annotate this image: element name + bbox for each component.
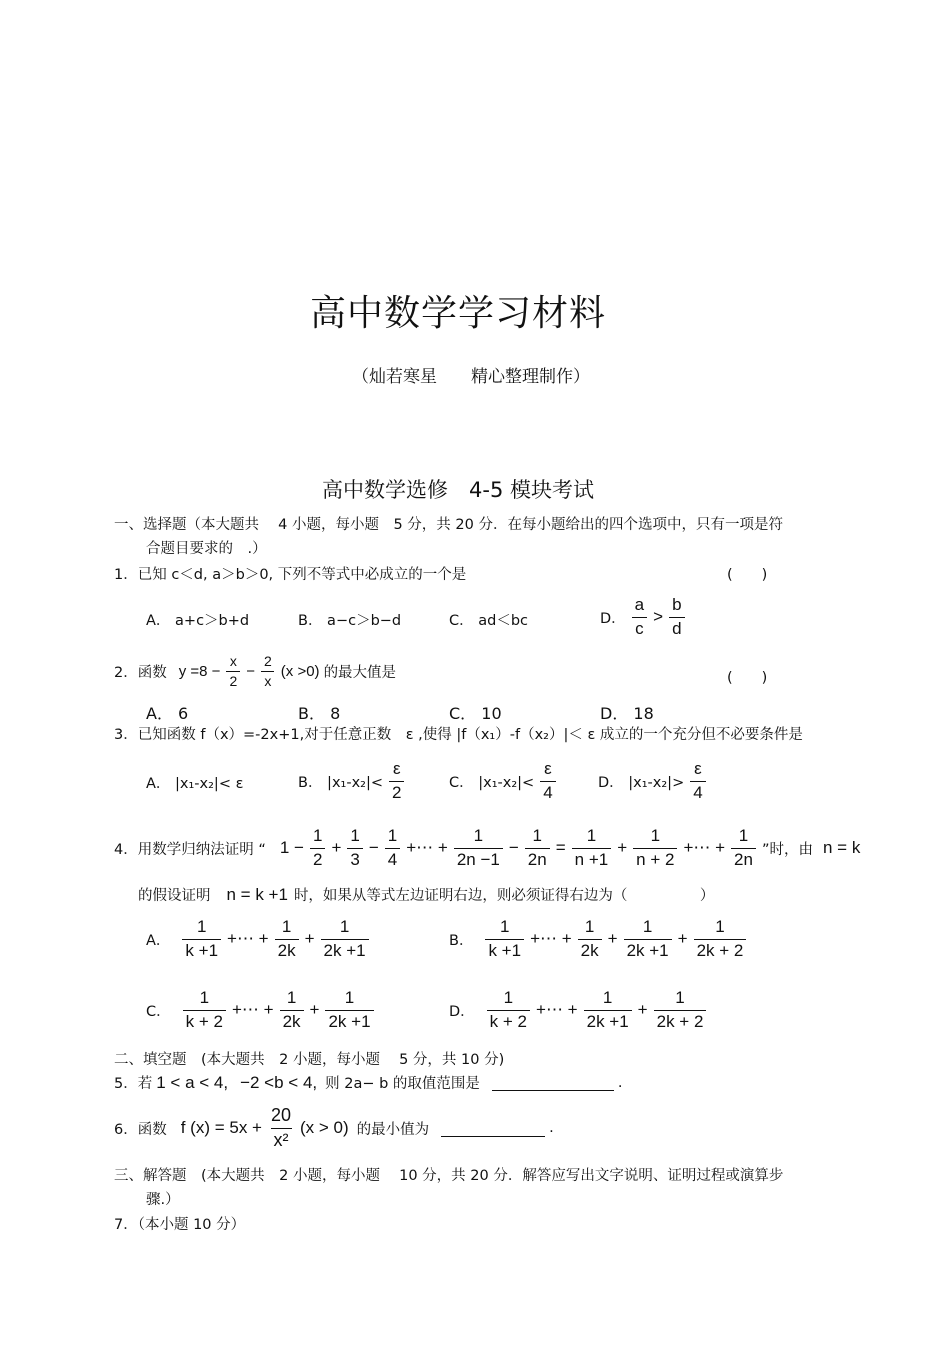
q3-b-num: ε [392,759,401,778]
q4-r1 [572,827,612,869]
q3-b-pre: B． |x₁-x₂|< [298,774,383,791]
q1-d-label: D． [600,610,626,627]
q4-plus: + [331,838,342,858]
q4-c-dots: +⋯ + [231,1000,274,1020]
q4-minus: − [368,838,379,858]
q4-t2 [347,827,362,869]
q4-a-plus: + [304,929,315,949]
q3-c-frac [540,760,555,802]
q4-t4-num: 1 [473,826,484,845]
q4-t3-num: 1 [387,826,398,845]
q6-answer-blank[interactable] [441,1120,545,1137]
q4-b-plus2: + [677,929,688,949]
q3-d-pre: D． |x₁-x₂|> [598,774,685,791]
q4-stem [114,827,860,869]
q4-a2-den: 2k [275,939,299,961]
q5 [114,1072,623,1093]
exam-title: 高中数学选修 4-5 模块考试 [322,478,594,502]
q6-pre: 6．函数 [114,1121,167,1138]
q2-option-a: A． 6 [146,704,189,723]
q4-a3-den: 2k +1 [321,939,369,961]
q2-stem [114,654,396,690]
q6-frac [268,1106,294,1151]
q4-c2-den: 2k [280,1010,304,1032]
q2-option-c: C． 10 [449,704,502,723]
q4-a2 [275,918,299,960]
q1-d-num1: a [634,595,645,614]
q4-b1 [485,918,524,960]
q4-b-plus1: + [607,929,618,949]
q4-dots2: +⋯ + [683,838,726,858]
q4-a2-num: 1 [281,917,292,936]
q6-tail: 的最小值为 [356,1121,430,1138]
q4-d1 [487,989,530,1031]
q4-dots: +⋯ + [406,838,448,858]
q4-r2-den: n + 2 [633,848,677,870]
q4-eq: = [555,838,566,858]
q2-tail: 的最大值是 [323,665,397,682]
q4-b1-den: k +1 [485,939,524,961]
section2-heading: 二、填空题 (本大题共 2 小题，每小题 5 分，共 10 分) [114,1052,505,1068]
q4-d3-num: 1 [675,988,685,1007]
q1-d-frac2 [669,596,684,638]
q4-b3-num: 1 [642,917,653,936]
q4-t3 [385,827,400,869]
q4-d2-num: 1 [602,988,613,1007]
q1-stem: 1．已知 c＜d, a＞b＞0, 下列不等式中必成立的一个是 [114,567,467,583]
q3-option-a: A． |x₁-x₂|< ε [146,776,244,792]
q4-d2-den: 2k +1 [584,1010,632,1032]
q4-a1-den: k +1 [182,939,221,961]
q4-a1 [182,918,221,960]
q2-frac1 [226,654,240,690]
q4-line2-pre: 的假设证明 [138,888,211,904]
q4-d3-den: 2k + 2 [654,1010,707,1032]
section3-heading: 三、解答题 (本大题共 2 小题，每小题 10 分，共 20 分．解答应写出文字说明、证明过程或演算步 [114,1168,784,1184]
q3-d-frac [690,760,705,802]
q4-r1-den: n +1 [572,848,612,870]
q4-d1-num: 1 [503,988,514,1007]
q5-tail: 则 2a− b 的取值范围是 [325,1076,480,1092]
q4-b2-den: 2k [578,939,602,961]
q2-f1-num: x [229,653,237,669]
q4-t3-den: 4 [385,848,400,870]
q3-option-c [449,760,558,802]
q4-t1-num: 1 [312,826,323,845]
q5-end: . [617,1074,623,1091]
q4-r1-num: 1 [586,826,597,845]
q4-a1-num: 1 [196,917,207,936]
q2-f1-den: 2 [226,671,240,689]
q4-r3-den: 2n [731,848,756,870]
q1-option-a: A． a+c＞b+d [146,613,250,629]
q4-d-plus: + [637,1000,648,1020]
q2-answer-paren: ( ) [727,670,768,686]
q4-b2-num: 1 [584,917,595,936]
q4-option-c [146,989,376,1031]
q1-d-num2: b [672,595,682,614]
q2-label: 2．函数 [114,665,167,682]
q1-d-den1: c [632,617,647,639]
q4-b-label: B． [449,932,474,949]
q4-end-quote: ”时，由 [761,841,813,858]
q4-c2-num: 1 [286,988,297,1007]
q4-d2 [584,989,632,1031]
q4-minus2: − [508,838,519,858]
q4-option-d [449,989,708,1031]
q4-c-plus: + [309,1000,320,1020]
q4-label: 4．用数学归纳法证明 “ [114,841,266,858]
q4-line2-tail: 时，如果从等式左边证明右边，则必须证得右边为（ ） [293,888,715,904]
q4-t4-den: 2n −1 [454,848,503,870]
q3-b-den: 2 [389,781,404,803]
q4-t4 [454,827,503,869]
q4-b3 [624,918,672,960]
q3-option-b [298,760,406,802]
q4-b-dots: +⋯ + [530,929,572,949]
q3-option-d [598,760,708,802]
q3-c-num: ε [544,759,552,778]
page-title: 高中数学学习材料 [310,293,607,334]
q7-heading: 7．（本小题 10 分） [114,1217,246,1233]
q5-m2: −2 <b < 4, [240,1072,318,1092]
q4-r3-num: 1 [738,826,749,845]
q3-c-den: 4 [540,781,555,803]
q4-b4 [694,918,747,960]
q4-c3-num: 1 [344,988,355,1007]
q4-plus2: + [617,838,628,858]
q6-m2: (x > 0) [300,1118,349,1138]
q4-d-label: D． [449,1003,475,1020]
q4-a-dots: +⋯ + [227,929,269,949]
q4-d1-den: k + 2 [487,1010,530,1032]
q4-t5-num: 1 [532,826,542,845]
q5-m1: 1 < a < 4, [156,1072,229,1092]
q4-b4-den: 2k + 2 [694,939,747,961]
q6 [114,1106,554,1151]
q4-b2 [578,918,602,960]
section1-heading: 一、选择题（本大题共 4 小题，每小题 5 分，共 20 分．在每小题给出的四个选项中，只有一项是符 [114,517,783,533]
q2-option-d: D． 18 [600,704,654,723]
q1-answer-paren: ( ) [727,567,768,583]
q3-d-num: ε [694,759,702,778]
q1-d-frac1 [632,596,647,638]
q5-answer-blank[interactable] [492,1074,614,1091]
q4-d-dots: +⋯ + [536,1000,578,1020]
q3-d-den: 4 [690,781,705,803]
q4-c-label: C． [146,1003,171,1020]
q4-one-minus: 1 − [279,838,304,858]
q4-line2 [138,884,714,905]
q1-d-den2: d [669,617,684,639]
section3-heading-cont: 骤.） [146,1192,180,1208]
q4-c1-den: k + 2 [183,1010,226,1032]
q1-d-op: > [653,607,664,627]
q4-c2 [280,989,304,1031]
q4-b3-den: 2k +1 [624,939,672,961]
q4-a3 [321,918,369,960]
q4-b1-num: 1 [500,917,510,936]
q1-option-d [600,596,687,638]
q4-a-label: A． [146,932,171,949]
q4-option-b [449,918,748,960]
q3-c-pre: C． |x₁-x₂|< [449,774,535,791]
q4-r2 [633,827,677,869]
q4-option-a [146,918,371,960]
q4-n-eq-k1: n = k +1 [226,884,288,904]
section1-heading-cont: 合题目要求的 .） [146,541,267,557]
q6-den: x² [271,1128,292,1151]
q2-option-b: B． 8 [298,704,341,723]
q4-n-eq-k: n = k [822,838,861,858]
q4-t5-den: 2n [525,848,550,870]
q4-r2-num: 1 [650,826,661,845]
q1-option-b: B． a−c＞b−d [298,613,402,629]
q4-c1 [183,989,226,1031]
q4-c3 [325,989,373,1031]
q4-t1-den: 2 [310,848,325,870]
q1-option-c: C． ad＜bc [449,613,528,629]
q4-r3 [731,827,756,869]
page-subtitle: （灿若寒星 精心整理制作） [352,367,590,387]
q6-end: . [549,1120,554,1137]
q2-cond: (x >0) [280,663,320,681]
q4-t2-num: 1 [350,826,360,845]
q3-stem: 3．已知函数 f（x）=-2x+1,对于任意正数 ε ,使得 |f（x₁）-f（x₂）|＜ ε 成立的一个充分但不必要条件是 [114,727,803,743]
q2-frac2 [261,654,275,690]
q3-b-frac [389,760,404,802]
q6-m1: f (x) = 5x + [180,1118,262,1138]
q4-t5 [525,827,550,869]
q2-f2-den: x [261,671,274,689]
q4-c1-num: 1 [199,988,210,1007]
q6-num: 20 [270,1105,292,1125]
q4-a3-num: 1 [339,917,350,936]
q4-c3-den: 2k +1 [325,1010,373,1032]
q4-d3 [654,989,707,1031]
q4-b4-num: 1 [715,917,725,936]
q2-minus: − [246,663,255,681]
q4-t2-den: 3 [347,848,362,870]
q4-t1 [310,827,325,869]
q2-f2-num: 2 [264,653,272,669]
q2-expr-pre: y =8 − [178,663,221,681]
q5-pre: 5．若 [114,1076,153,1092]
